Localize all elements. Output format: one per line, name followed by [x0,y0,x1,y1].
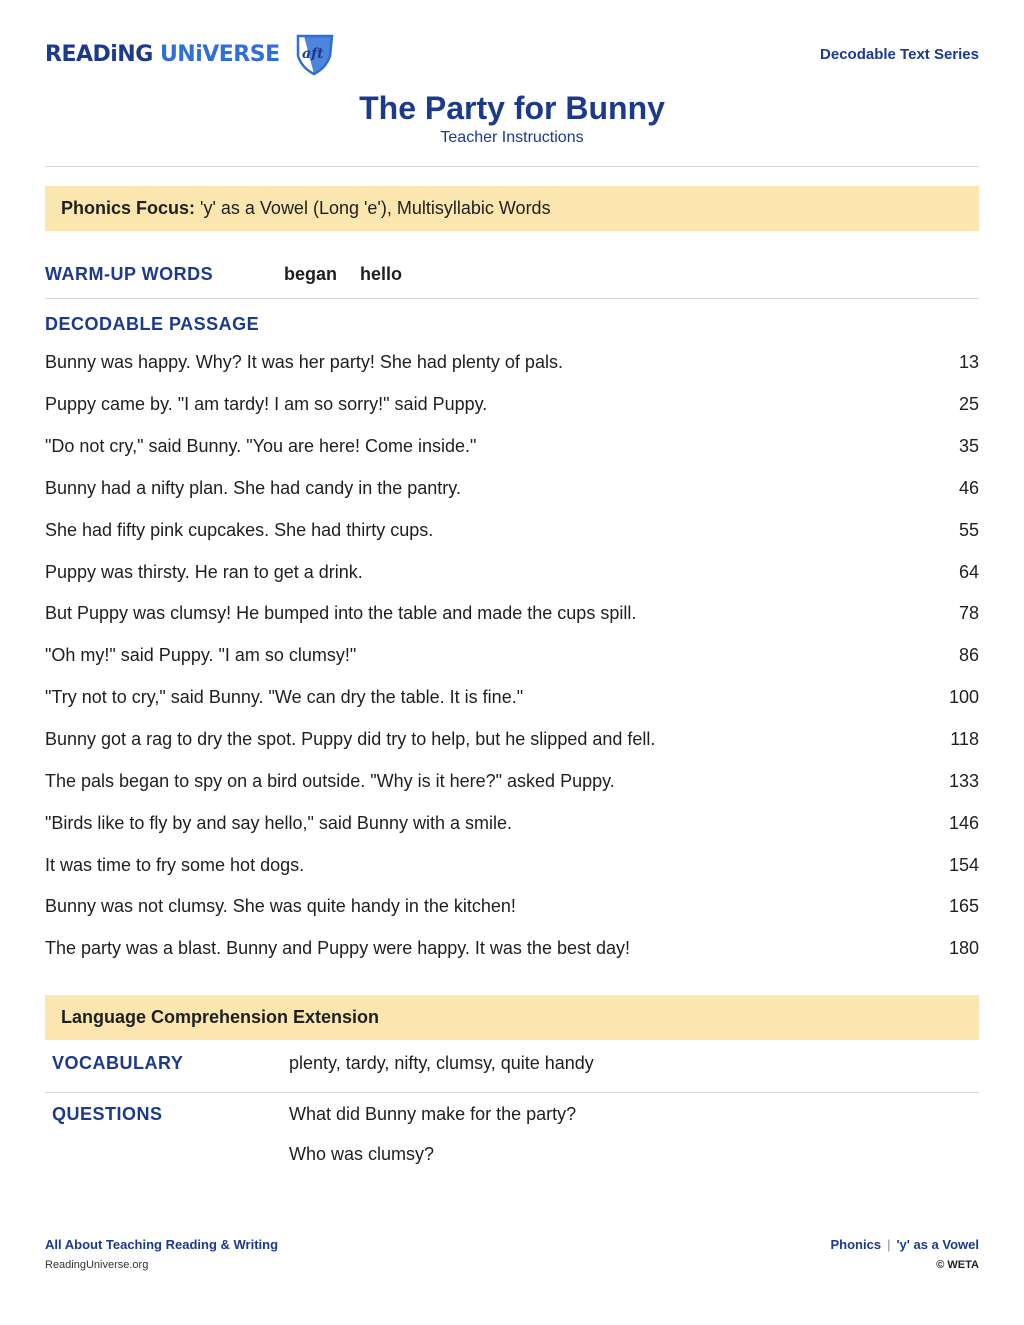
vocabulary-label: VOCABULARY [52,1053,184,1073]
passage-line [45,928,979,970]
footer-title: All About Teaching Reading & Writing [45,1237,279,1252]
line-text: Bunny was happy. Why? It was her party! She had plenty of pals. [45,352,563,373]
logo-text: READiNG UNiVERSE [45,41,280,67]
extension-band [45,995,979,1040]
divider [45,298,979,299]
word-count: 46 [958,477,979,498]
footer-separator: | [887,1237,891,1252]
page-subtitle: Teacher Instructions [440,129,584,146]
line-text: "Birds like to fly by and say hello," said Bunny with a smile. [45,812,512,833]
word-count: 133 [948,770,979,791]
warmup-words [284,264,420,285]
divider [45,166,979,167]
word-count: 180 [948,938,979,959]
word-count: 86 [958,645,979,666]
word-count: 146 [948,812,979,833]
line-text: Bunny was not clumsy. She was quite handy in the kitchen! [45,896,516,917]
vocabulary-words: plenty, tardy, nifty, clumsy, quite handy [289,1053,594,1073]
passage-lines [45,342,979,970]
passage-label: DECODABLE PASSAGE [45,314,260,334]
phonics-focus-band [45,186,979,231]
divider [45,1092,979,1093]
passage-line [45,342,979,384]
word-count: 118 [950,729,979,750]
line-text: Puppy was thirsty. He ran to get a drink. [45,561,363,582]
footer-topic-label: Phonics [830,1237,882,1252]
word-count: 100 [948,687,979,708]
passage-line [45,384,979,426]
line-text: The party was a blast. Bunny and Puppy were happy. It was the best day! [45,938,630,959]
series-label: Decodable Text Series [820,46,979,63]
passage-line [45,719,979,761]
phonics-focus-text: 'y' as a Vowel (Long 'e'), Multisyllabic Words [195,198,551,218]
passage-line [45,426,979,468]
question: Who was clumsy? [289,1144,435,1164]
extension-title: Language Comprehension Extension [61,1007,380,1027]
line-text: "Oh my!" said Puppy. "I am so clumsy!" [45,645,357,666]
line-text: But Puppy was clumsy! He bumped into the table and made the cups spill. [45,603,637,624]
word-count: 165 [948,896,979,917]
passage-line [45,551,979,593]
passage-line [45,886,979,928]
passage-line [45,468,979,510]
word-count: 13 [958,352,979,373]
page-title: The Party for Bunny [359,90,665,126]
passage-line [45,635,979,677]
logo[interactable] [45,32,336,76]
warmup-word: began [284,264,338,284]
line-text: It was time to fry some hot dogs. [45,854,305,875]
passage-line [45,760,979,802]
passage-line [45,677,979,719]
footer-copyright: © WETA [936,1259,979,1271]
word-count: 55 [958,519,979,540]
line-text: She had fifty pink cupcakes. She had thirty cups. [45,519,434,540]
passage-line [45,509,979,551]
footer-topic [830,1237,979,1252]
word-count: 78 [958,603,979,624]
warmup-word: hello [360,264,403,284]
question: What did Bunny make for the party? [289,1104,577,1124]
word-count: 25 [958,394,979,415]
passage-line [45,593,979,635]
questions-label: QUESTIONS [52,1104,163,1124]
word-count: 154 [948,854,979,875]
phonics-focus-label: Phonics Focus: [61,198,196,218]
line-text: Bunny got a rag to dry the spot. Puppy did try to help, but he slipped and fell. [45,729,656,750]
line-text: "Do not cry," said Bunny. "You are here! Come inside." [45,436,477,457]
word-count: 64 [958,561,979,582]
passage-line [45,844,979,886]
line-text: Puppy came by. "I am tardy! I am so sorry!" said Puppy. [45,394,488,415]
warmup-label: WARM-UP WORDS [45,264,214,284]
aft-mark: aft [301,46,324,62]
line-text: "Try not to cry," said Bunny. "We can dry the table. It is fine." [45,687,524,708]
line-text: The pals began to spy on a bird outside. "Why is it here?" asked Puppy. [45,770,615,791]
footer-url[interactable]: ReadingUniverse.org [45,1259,149,1271]
aft-shield-icon [292,32,336,76]
passage-line [45,802,979,844]
footer-subtopic: 'y' as a Vowel [896,1237,979,1252]
line-text: Bunny had a nifty plan. She had candy in the pantry. [45,477,461,498]
word-count: 35 [958,436,979,457]
